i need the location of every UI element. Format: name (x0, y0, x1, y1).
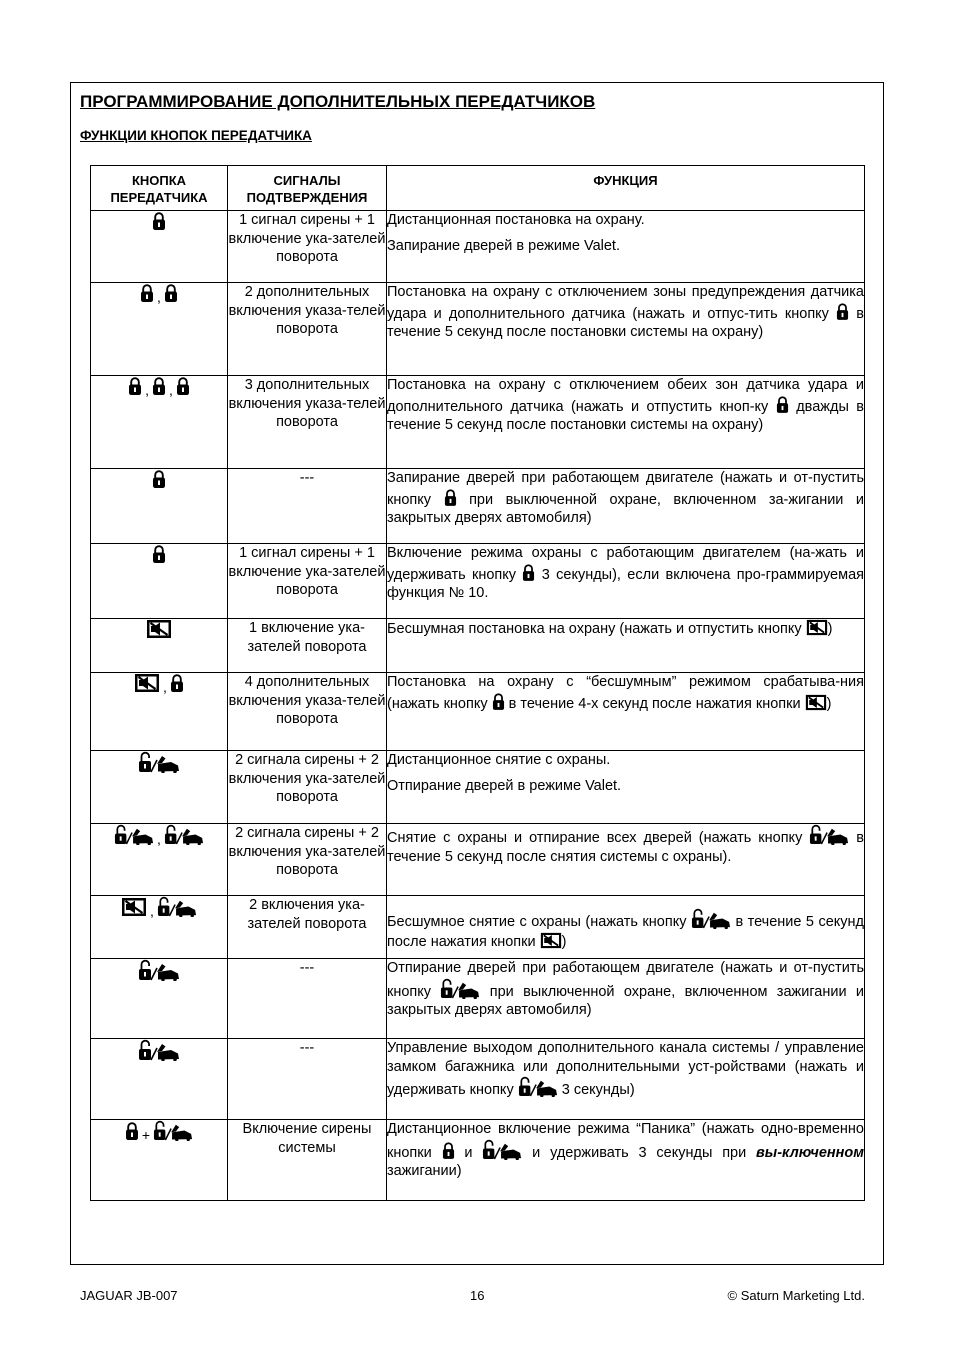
unlock-icon (440, 978, 480, 999)
lock-icon (152, 544, 166, 564)
separator: , (157, 289, 161, 305)
lock-icon (836, 302, 849, 321)
button-cell (91, 376, 228, 469)
page-title: ПРОГРАММИРОВАНИЕ ДОПОЛНИТЕЛЬНЫХ ПЕРЕДАТЧИКОВ (80, 92, 596, 111)
signal-cell: Включение сирены системы (228, 1120, 387, 1201)
function-text: дважды в течение 5 секунд после постановки системы на охрану) (387, 398, 865, 433)
signal-cell: 3 дополнительных включения указа-телей поворота (228, 376, 387, 469)
button-cell (91, 283, 228, 376)
signal-cell: --- (228, 469, 387, 544)
signal-cell: 1 сигнал сирены + 1 включение ука-зателей поворота (228, 211, 387, 283)
signal-cell: 1 сигнал сирены + 1 включение ука-зателей поворота (228, 544, 387, 619)
signal-cell: --- (228, 959, 387, 1039)
button-cell (91, 673, 228, 751)
table-row (91, 1120, 865, 1201)
lock-icon (442, 1141, 455, 1160)
unlock-icon (691, 908, 731, 929)
table-row (91, 959, 865, 1039)
unlock-icon (138, 751, 180, 773)
silent-icon (146, 619, 172, 639)
unlock-icon (138, 1039, 180, 1061)
signal-cell: 4 дополнительных включения указа-телей поворота (228, 673, 387, 751)
table-header-row (91, 166, 865, 211)
signal-cell: 2 включения ука-зателей поворота (228, 896, 387, 959)
function-text: Дистанционная постановка на охрану. (387, 212, 645, 228)
function-text: Отпирание дверей при работающем двигателе (нажать и от-пустить кнопку (387, 960, 864, 1000)
function-cell (387, 283, 865, 376)
separator: , (169, 382, 173, 398)
lock-icon (125, 1121, 139, 1141)
separator: , (150, 903, 154, 919)
table-row (91, 751, 865, 824)
function-text: Постановка на охрану с “бесшумным” режимом срабатыва-ния (нажать кнопку (387, 674, 864, 712)
function-cell (387, 619, 865, 673)
function-cell (387, 896, 865, 959)
lock-icon (170, 673, 184, 693)
lock-icon (492, 692, 505, 711)
separator: , (157, 831, 161, 847)
signal-cell: 2 сигнала сирены + 2 включения ука-зателей поворота (228, 751, 387, 824)
silent-icon (805, 694, 827, 711)
header-function: ФУНКЦИЯ (387, 166, 865, 211)
function-text: Бесшумная постановка на охрану (нажать и отпустить кнопку (387, 621, 802, 637)
footer-page-number: 16 (470, 1288, 485, 1303)
lock-icon (522, 563, 535, 582)
function-text: Включение режима охраны с работающим двигателем (на-жать и удерживать кнопку (387, 545, 864, 583)
table-row (91, 673, 865, 751)
separator: , (145, 382, 149, 398)
function-cell (387, 1039, 865, 1120)
signal-cell: 2 сигнала сирены + 2 включения ука-зателей поворота (228, 824, 387, 896)
table-row (91, 619, 865, 673)
button-cell (91, 544, 228, 619)
button-cell (91, 896, 228, 959)
lock-icon (444, 488, 457, 507)
function-cell (387, 544, 865, 619)
lock-icon (152, 469, 166, 489)
signal-cell: 2 дополнительных включения указа-телей поворота (228, 283, 387, 376)
table-row (91, 544, 865, 619)
button-cell (91, 211, 228, 283)
header-signals-line2: ПОДТВЕРЖДЕНИЯ (246, 190, 368, 205)
separator: + (141, 1127, 151, 1143)
function-cell (387, 959, 865, 1039)
unlock-icon (157, 896, 197, 917)
table-row (91, 376, 865, 469)
unlock-icon (114, 824, 154, 845)
button-cell (91, 619, 228, 673)
button-cell (91, 824, 228, 896)
function-text: при выключенной охране, включенном за-жигании и закрытых дверях автомобиля) (387, 491, 865, 526)
table-row (91, 896, 865, 959)
button-cell (91, 469, 228, 544)
table-row (91, 469, 865, 544)
unlock-icon (164, 824, 204, 845)
header-signals-line1: СИГНАЛЫ (273, 173, 341, 188)
button-functions-table (90, 165, 865, 1201)
header-button (91, 166, 228, 211)
unlock-icon (138, 959, 180, 981)
function-text: ) (827, 621, 833, 637)
function-text: 3 секунды), если включена про-граммируемая функция № 10. (387, 566, 865, 601)
silent-icon (121, 897, 147, 917)
function-text: Запирание дверей при работающем двигателе (нажать и от-пустить кнопку (387, 470, 864, 508)
signal-cell: --- (228, 1039, 387, 1120)
function-text: в течение 5 секунд после нажатия кнопки (387, 914, 865, 950)
function-text: и удерживать 3 секунды при (532, 1144, 747, 1161)
function-text: Дистанционное снятие с охраны. (387, 752, 611, 768)
function-text: ) (826, 695, 832, 712)
table-row (91, 283, 865, 376)
function-cell (387, 1120, 865, 1201)
header-signals (228, 166, 387, 211)
function-text: в течение 5 секунд после постановки системы на охрану) (387, 305, 864, 340)
silent-icon (806, 619, 828, 636)
function-cell (387, 673, 865, 751)
function-text: 3 секунды) (561, 1082, 635, 1098)
lock-icon (776, 395, 789, 414)
function-text: Бесшумное снятие с охраны (нажать кнопку (387, 914, 687, 930)
function-text: зажигании) (387, 1163, 462, 1179)
lock-icon (164, 283, 178, 303)
table-row (91, 211, 865, 283)
silent-icon (134, 673, 160, 693)
silent-icon (540, 932, 562, 949)
function-cell (387, 469, 865, 544)
function-text: Дистанционное включение режима “Паника” (нажать одно-временно кнопки (387, 1121, 864, 1161)
function-text: Постановка на охрану с отключением зоны предупреждения датчика удара и дополнительного датчика (нажать и отпус-тить кнопку (387, 284, 864, 322)
function-text: и (464, 1144, 473, 1161)
unlock-icon (153, 1120, 193, 1141)
button-cell (91, 959, 228, 1039)
header-button-line1: КНОПКА (131, 173, 187, 188)
button-cell (91, 751, 228, 824)
lock-icon (152, 211, 166, 231)
unlock-icon (809, 824, 849, 845)
lock-icon (176, 376, 190, 396)
function-text: в течение 4-х секунд после нажатия кнопки (508, 695, 801, 712)
section-subtitle: ФУНКЦИИ КНОПОК ПЕРЕДАТЧИКА (80, 128, 312, 143)
unlock-icon (518, 1076, 558, 1097)
button-cell (91, 1039, 228, 1120)
function-text: ) (561, 933, 567, 950)
function-cell (387, 751, 865, 824)
separator: , (163, 679, 167, 695)
lock-icon (140, 283, 154, 303)
table-row (91, 824, 865, 896)
function-text: Управление выходом дополнительного канала системы / управление замком багажника или дополнительными уст-ройствами (нажать и удерживать кнопку (387, 1040, 864, 1098)
header-button-line2: ПЕРЕДАТЧИКА (110, 190, 208, 205)
function-text: при выключенной охране, включенном зажигании и закрытых дверях автомобиля) (387, 983, 865, 1018)
unlock-icon (482, 1139, 522, 1160)
lock-icon (128, 376, 142, 396)
button-cell (91, 1120, 228, 1201)
lock-icon (152, 376, 166, 396)
function-text: Запирание дверей в режиме Valet. (387, 237, 620, 254)
table-row (91, 1039, 865, 1120)
footer-copyright: © Saturn Marketing Ltd. (727, 1288, 865, 1303)
function-text-emphasis: вы-ключенном (756, 1144, 864, 1161)
function-cell (387, 211, 865, 283)
function-text: Отпирание дверей в режиме Valet. (387, 777, 622, 794)
function-cell (387, 824, 865, 896)
footer-model: JAGUAR JB-007 (80, 1288, 178, 1303)
function-text: Снятие с охраны и отпирание всех дверей (нажать кнопку (387, 830, 803, 846)
function-cell (387, 376, 865, 469)
signal-cell: 1 включение ука-зателей поворота (228, 619, 387, 673)
function-text: Постановка на охрану с отключением обеих зон датчика удара и дополнительного датчика (нажать и отпустить кноп-ку (387, 377, 864, 415)
function-text: в течение 5 секунд после снятия системы с охраны). (387, 830, 864, 865)
